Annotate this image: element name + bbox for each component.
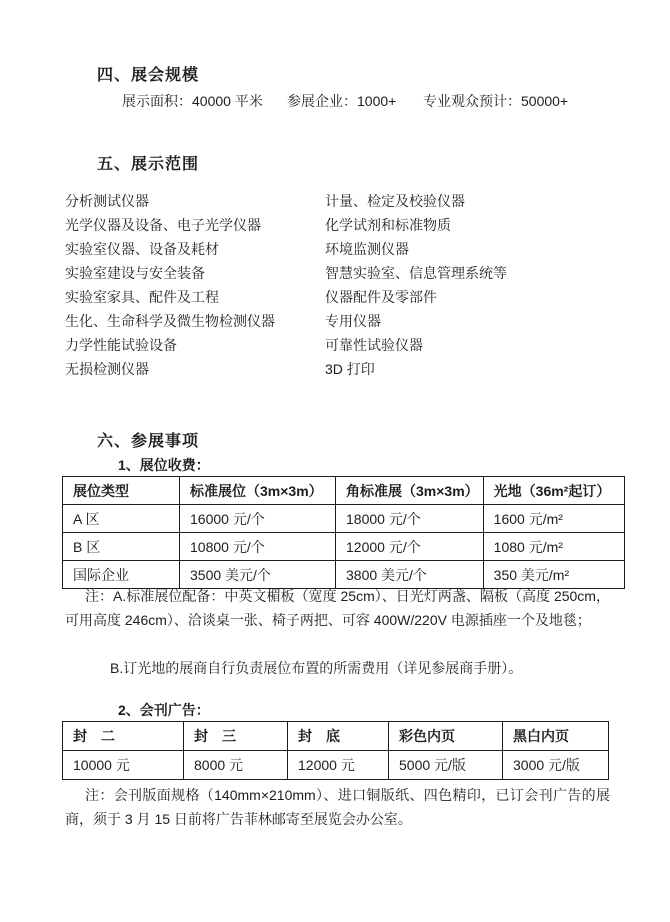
table-cell: 10800 元/个 [180, 533, 336, 561]
scope-item: 环境监测仪器 [325, 241, 409, 257]
table-cell: A 区 [63, 505, 180, 533]
scope-item: 化学试剂和标准物质 [325, 217, 451, 233]
table-cell: 12000 元/个 [336, 533, 484, 561]
table-header-cell: 封 底 [288, 722, 389, 751]
scope-list [65, 189, 507, 381]
stat-exhibitors: 参展企业：1000+ [287, 93, 397, 109]
table-cell: 8000 元 [184, 751, 288, 780]
table-row [63, 751, 609, 780]
scope-item: 力学性能试验设备 [65, 337, 177, 353]
table-header-cell: 光地（36m²起订） [483, 477, 624, 505]
table-cell: 1080 元/m² [483, 533, 624, 561]
booth-note-b: B.订光地的展商自行负责展位布置的所需费用（详见参展商手册）。 [110, 660, 523, 676]
table-cell: 1600 元/m² [483, 505, 624, 533]
scope-item: 专用仪器 [325, 313, 381, 329]
table-header-row [63, 477, 625, 505]
table-header-cell: 标准展位（3m×3m） [180, 477, 336, 505]
booth-fee-table [62, 476, 625, 589]
table-header-cell: 封 三 [184, 722, 288, 751]
scope-item: 智慧实验室、信息管理系统等 [325, 265, 507, 281]
scope-item: 仪器配件及零部件 [325, 289, 437, 305]
table-cell: 12000 元 [288, 751, 389, 780]
scope-item: 实验室仪器、设备及耗材 [65, 241, 219, 257]
table-cell: 3500 美元/个 [180, 561, 336, 589]
scope-item: 实验室家具、配件及工程 [65, 289, 219, 305]
table-header-cell: 展位类型 [63, 477, 180, 505]
scope-item: 生化、生命科学及微生物检测仪器 [65, 313, 275, 329]
table-header-cell: 彩色内页 [389, 722, 503, 751]
scope-item: 3D 打印 [325, 361, 375, 377]
table-cell: 3800 美元/个 [336, 561, 484, 589]
scope-item: 光学仪器及设备、电子光学仪器 [65, 217, 261, 233]
scope-item: 分析测试仪器 [65, 193, 149, 209]
section6-heading: 六、参展事项 [97, 433, 200, 450]
journal-note: 注：会刊版面规格（140mm×210mm）、进口铜版纸、四色精印，已订会刊广告的展商，须于 3 月 15 日前将广告菲林邮寄至展览会办公室。 [65, 787, 610, 827]
table-cell: 3000 元/版 [503, 751, 609, 780]
table-cell: 350 美元/m² [483, 561, 624, 589]
table-header-cell: 封 二 [63, 722, 184, 751]
stat-exhibit-area: 展示面积：40000 平米 [122, 93, 263, 109]
section4-heading: 四、展会规模 [97, 67, 200, 84]
table-cell: 10000 元 [63, 751, 184, 780]
table-row [63, 505, 625, 533]
stat-visitors: 专业观众预计：50000+ [423, 93, 569, 109]
journal-ad-subheading: 2、会刊广告： [118, 702, 210, 718]
booth-note-a: 注：A.标准展位配备：中英文楣板（宽度 25cm）、日光灯两盏、隔板（高度 250cm，可用高度 246cm）、洽谈桌一张、椅子两把、可容 400W/220V 电源插座一个及地毯； [65, 588, 610, 628]
table-cell: 16000 元/个 [180, 505, 336, 533]
table-cell: 5000 元/版 [389, 751, 503, 780]
table-header-cell: 角标准展（3m×3m） [336, 477, 484, 505]
table-row [63, 533, 625, 561]
table-header-row [63, 722, 609, 751]
scope-item: 无损检测仪器 [65, 361, 149, 377]
section5-heading: 五、展示范围 [97, 156, 200, 173]
booth-fee-subheading: 1、展位收费： [118, 457, 210, 473]
table-cell: B 区 [63, 533, 180, 561]
scope-item: 计量、检定及校验仪器 [325, 193, 465, 209]
scope-item: 可靠性试验仪器 [325, 337, 423, 353]
scope-item: 实验室建设与安全装备 [65, 265, 205, 281]
table-header-cell: 黑白内页 [503, 722, 609, 751]
journal-ad-table [62, 721, 609, 780]
table-cell: 国际企业 [63, 561, 180, 589]
table-cell: 18000 元/个 [336, 505, 484, 533]
